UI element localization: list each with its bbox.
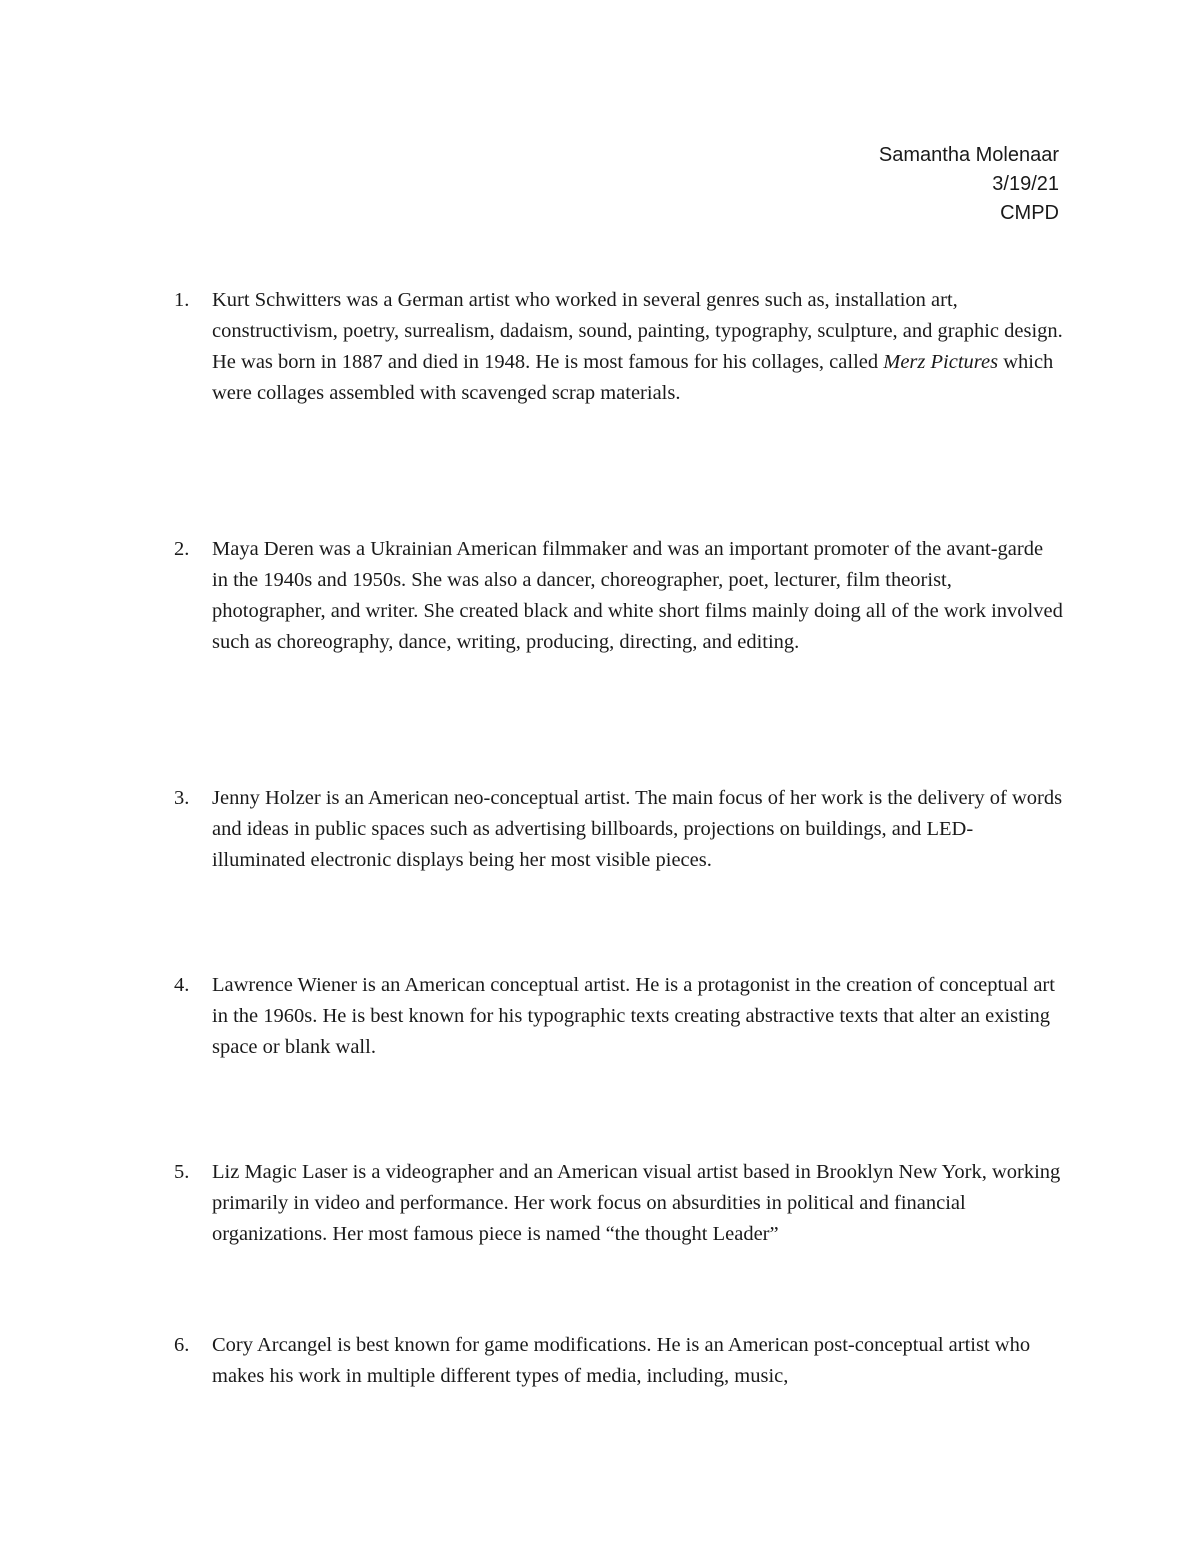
list-item xyxy=(174,783,1064,876)
list-item-text xyxy=(212,285,1064,409)
list-item xyxy=(174,970,1064,1063)
list-item xyxy=(174,1330,1064,1392)
list-item-text-part: which were collages assembled with scavenged scrap materials. xyxy=(212,351,1054,404)
list-item-text: Liz Magic Laser is a videographer and an American visual artist based in Brooklyn New York, working primarily in video and performance. Her work focus on absurdities in political and financial organizations. Her most famous piece is named “the thought Leader” xyxy=(212,1161,1061,1245)
list-item xyxy=(174,285,1064,409)
course-code: CMPD xyxy=(1000,202,1059,224)
list-item-text: Cory Arcangel is best known for game modifications. He is an American post-conceptual artist who makes his work in multiple different types of media, including, music, xyxy=(212,1334,1031,1387)
list-item-number: 5. xyxy=(174,1161,190,1183)
list-item-number: 4. xyxy=(174,974,190,996)
document-header xyxy=(879,141,1059,228)
list-item-number: 1. xyxy=(174,289,190,311)
document-date: 3/19/21 xyxy=(992,173,1059,195)
artwork-title: Merz Pictures xyxy=(883,351,999,373)
list-item xyxy=(174,534,1064,658)
list-item-text-part: Kurt Schwitters was a German artist who worked in several genres such as, installation art, constructivism, poetry, surrealism, dadaism, sound, painting, typography, sculpture, and graphic design. He was born in 1887 and died in 1948. He is most famous for his collages, called xyxy=(212,289,1063,373)
list-item-number: 3. xyxy=(174,787,190,809)
list-item-number: 2. xyxy=(174,538,190,560)
list-item xyxy=(174,1157,1064,1250)
list-item-number: 6. xyxy=(174,1334,190,1356)
list-item-text: Jenny Holzer is an American neo-conceptual artist. The main focus of her work is the delivery of words and ideas in public spaces such as advertising billboards, projections on buildings, and LED-illuminated electronic displays being her most visible pieces. xyxy=(212,787,1063,871)
author-name: Samantha Molenaar xyxy=(878,144,1059,166)
list-item-text: Lawrence Wiener is an American conceptual artist. He is a protagonist in the creation of conceptual art in the 1960s. He is best known for his typographic texts creating abstractive texts that alter an existing space or blank wall. xyxy=(212,974,1055,1058)
list-item-text: Maya Deren was a Ukrainian American filmmaker and was an important promoter of the avant-garde in the 1940s and 1950s. She was also a dancer, choreographer, poet, lecturer, film theorist, photographer, and writer. She created black and white short films mainly doing all of the work involved such as choreography, dance, writing, producing, directing, and editing. xyxy=(212,538,1063,653)
